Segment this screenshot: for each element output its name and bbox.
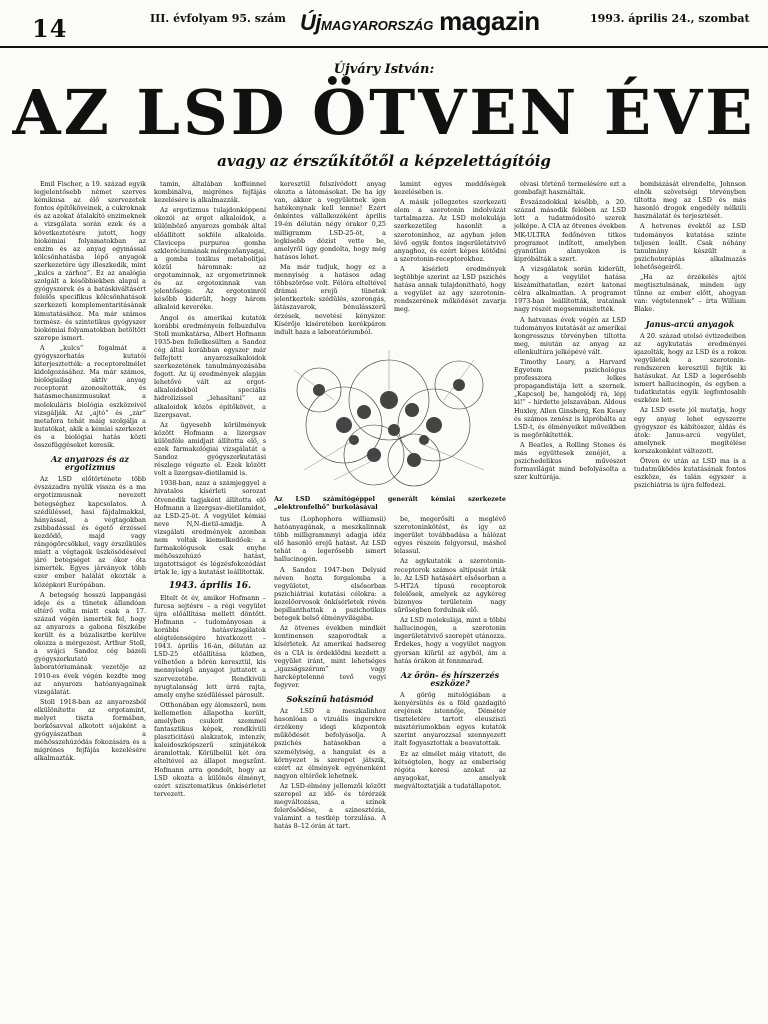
paragraph: tamin, általában koffeinnel kombinálva, migrénes fejfájás kezelésére is alkalmazzák. (154, 180, 266, 205)
paragraph: Az agykutatók a szerotonin-receptorok számos altípusát írták le. Az LSD hatásáért elsősorban a 5-HT2A típusú receptorok felelősek, amelyek az agykéreg bizonyos területein nagy sűrűségben fordulnak elő. (394, 557, 506, 615)
paragraph: A kísérleti eredmények legtöbbje szerint az LSD pszichés hatása annak tulajdonítható, hogy a vegyület az agy szerotonin-rendszerének működését zavarja meg. (394, 264, 506, 314)
section-heading: Sokszínű hatásmód (286, 693, 374, 704)
paragraph: Emil Fischer, a 19. század egyik legjelentősebb német szerves kémikusa az élő szervezetek fontos építőköveinek, a cukroknak és az azokat átalakító enzimeknek a vizsgálata során ezek és a következtetésre jutott, hogy biokémiai folyamatokban az enzim és az anyag egymással kölcsönhatásba lépő anyagok szerkezetére úgy illeszkedik, mint „kulcs a zárhoz”. Ez az analógia szolgált a későbbiekben alapul a gyógyszerek és a hatáskiváltásért felelős specifikus kölcsönhatások szerkezeti komplementaritásának kimutatásához. Ma már számos termész- és szintetikus gyógyszer biokémiai folyamatokban betöltött szerepe ismert. (34, 180, 146, 342)
paragraph: A hatvanas évek végén az LSD tudományos kutatását az amerikai kongresszus törvényben tiltotta meg, miután az anyag az ellenkultúra jelképévé vált. (514, 315, 626, 356)
section-heading: 1943. április 16. (168, 580, 252, 591)
paragraph: Az ergotizmus tulajdonképpeni okozói az ergot alkaloidok, a különböző anyarozs gombák által előállított sokféle alkaloida. Claviceps purpurea gomba szkleróciumának mérgezőanyagai, a gomba toxikus metabolitjai közül háromnak: az ergotaminnak, az ergometrinnek és az ergotoxinnak van jelentősége. Az ergotoxinról később kiderült, hogy három alkaloid keveréke. (154, 206, 266, 312)
paragraph: A Beatles, a Rolling Stones és más együttesek zenéjét, a pszichedelikus művészet formavilágát mind befolyásolta a szer kultúrája. (514, 440, 626, 482)
paragraph: Az LSD a meszkalinhoz hasonlóan a vizuális ingerekre érzékeny idegi központok működését befolyásolja. A pszichés hatásokban a személyiség, a hangulat és a környezet is szerepet játszik, ezért az élmények egyénenként nagyon eltérőek lehetnek. (274, 707, 386, 780)
paragraph: Évszázadokkal később, a 20. század második felében az LSD lett a tudatmódosító szerek jelképe. A CIA az ötvenes években MK-ULTRA fedőnéven titkos programot indított, amelyben gyanútlan alanyokon is kipróbálták a szert. (514, 198, 626, 263)
text-column-4-bottom (394, 515, 506, 1020)
paragraph: bombázását elrendelte, Johnson elnök szövetségi törvényben tiltotta meg az LSD és más hasonló drogok engedély nélküli használatát és terjesztését. (634, 180, 746, 221)
paragraph: be, megerősíti a meglévő szerotoninkötést, és így az ingerület továbbadása a hálózat egyes részein felgyorsul, máshol lelassul. (394, 515, 506, 556)
text-column-3-bottom (274, 515, 386, 1020)
paragraph: Az LSD előtörténete több évszázadra nyúlik vissza és a ma ergotizmusnak nevezett betegséghez kapcsolatos. A szédüléssel, hasi fájdalmakkal, hányással, a végtagokban zsibbadással és égető érzéssel kezdődő, majd vagy rángógörcsökkel, vagy érszűkülés miatt a végtagok üszkösödésével járó betegséget az ókor óta ismerték. Egyes járványok több ezer ember halálát okozták a középkori Európában. (34, 475, 146, 589)
text-column-1 (34, 180, 146, 1020)
paragraph: 1938-ban, azaz a számjeggyel a hivatalos kísérleti sorozat ötvenedik tagjaként állította elő Hofmann a lizergsav-dietilamidot, az LSD-25-öt. A vegyület kémiai neve N,N-dietil-amidja. A vizsgálati eredmények azonban nem voltak kiemelkedőek: a farmakológusok csak enyhe méhösszehúzó hatást, izgatottságot és légzésfokozódást írtak le, így a kutatást leállították. (154, 479, 266, 577)
paragraph: Angol és amerikai kutatók korábbi eredményein felbuzdulva Stoll munkatársa, Albert Hofmann 1935-ben fellelkesülten a Sandoz cég által korábban egyszer már felfejtett anyarozsalkaloidok szerkezetének tanulmányozásába fogott. Az új eredmények alapján lehetővé vált az ergot-alkaloidokból speciális hidrolízissel „lehasítani” az alkaloidok közös építőkövét, a lizergsavat. (154, 313, 266, 419)
text-column-6 (634, 180, 746, 1020)
paragraph: A hetvenes évektől az LSD tudományos kutatása szinte teljesen leállt. Csak néhány tanulmány készült a pszichoterápiás alkalmazás lehetőségeiről. (634, 222, 746, 271)
article-subtitle: avagy az érszűkítőtől a képzelettágítóig (217, 152, 551, 170)
paragraph: A betegség hosszú lappangási ideje és a tünetek állandóan eltérő volta miatt csak a 17. század végén ismerték fel, hogy az anyarozs a gabona fészkébe került és a búzalisztbe kerülve okozza a mérgezést. Arthur Stoll, a svájci Sandoz cég bázeli gyógyszerkutató laboratóriumának vezetője az 1910-es évek végén kezdte meg az anyarozs hatóanyagainak vizsgálatát. (34, 590, 146, 696)
paragraph: Az LSD molekulája, mint a többi hallucinogén, a szerotonin ingerületátvivő szerepét utánozza. Érdekes, hogy a vegyület nagyon gyorsan kiürül az agyból, ám a hatás órákon át fennmarad. (394, 616, 506, 665)
paragraph: Az LSD-élmény jellemzői között szerepel az idő- és térérzék megváltozása, a színek felerősödése, a szinesztézia, valamint a testkép torzulása. A hatás 8–12 órán át tart. (274, 781, 386, 831)
paragraph: „Ha az érzékelés ajtói megtisztulnának, minden úgy tűnne az ember előtt, ahogyan van: végtelennek” – írta William Blake. (634, 273, 746, 314)
masthead (300, 6, 540, 37)
paragraph: Az LSD esete jól mutatja, hogy egy anyag lehet egyszerre gyógyszer és kábítószer, áldás és átok: Janus-arcú vegyület, amelynek megítélése korszakonként változott. (634, 406, 746, 455)
paragraph: Ma már tudjuk, hogy ez a mennyiség a hatásos adag többszöröse volt. Félóra elteltével drámai erejű tünetek jelentkeztek: szédülés, szorongás, látászavarok, bénulásszerű érzések, nevetési kényszer. Kísérője kíséretében kerékpáron indult haza a laboratóriumból. (274, 262, 386, 336)
paragraph: A vizsgálatok során kiderült, hogy a vegyület hatása kiszámíthatatlan, ezért katonai célra alkalmatlan. A programot 1973-ban leállították, iratainak nagy részét megsemmisítették. (514, 264, 626, 314)
section-heading: Az anyarozs és az ergotizmus (51, 454, 129, 473)
paragraph: Otthonában egy álomszerű, nem kellemetlen állapotba került, amelyben csukott szemmel fantasztikus képek, rendkívüli plaszticitású alakzatok, intenzív, kaleidoszkópszerű színjátékok áramlottak. Körülbelül két óra elteltével az állapot megszűnt. Hofmann arra gondolt, hogy az LSD okozta a különös élményt, ezért szisztematikus önkísérletet tervezett. (154, 700, 266, 798)
paragraph: keresztül felszívódott anyag okozta a látomásokat. De ha így van, akkor a vegyületnek igen hatékonynak kell lennie! Ezért önkéntes vállalkozóként április 19-én délután négy órakor 0,25 milligramm LSD-25-öt, a legkisebb dózist vette be, amelyről úgy gondolta, hogy még hatásos lehet. (274, 180, 386, 261)
lsd-molecule-image (274, 330, 506, 495)
paragraph: lamint egyes meddőségek kezelésében is. (394, 180, 506, 197)
paragraph: tus (Lophophora williamsii) hatóanyagának, a meszkalinnak több milligrammnyi adagja idéz elő hasonló erejű hatást. Az LSD tehát a legerősebb ismert hallucinogén. (274, 515, 386, 564)
page-header (0, 0, 768, 48)
paragraph: Ez az elmélet máig vitatott, de kétségtelen, hogy az emberiség régóta keresi azokat az anyagokat, amelyek megváltoztatják a tudatállapotot. (394, 749, 506, 790)
section-heading: Janus-arcú anyagok (645, 318, 735, 329)
paragraph: Ötven év után az LSD ma is a tudatműködés kutatásának fontos eszköze, és talán egyszer a pszichiátria is újra felfedezi. (634, 457, 746, 490)
masthead-main: MAGYARORSZÁG (321, 18, 434, 33)
page-number: 14 (32, 14, 68, 43)
issue-label: III. évfolyam 95. szám (150, 12, 286, 25)
text-column-2 (154, 180, 266, 1020)
paragraph: A görög mitológiában a kenyérsütés és a föld gazdagító erejének istennője, Démétér tiszteletére tartott eleusziszi misztériumokban egyes kutatók szerint anyarozzsal szennyezett italt fogyasztottak a beavatottak. (394, 690, 506, 748)
paragraph: Az ügyesebb körülmények között Hofmann a lizergsav különféle amidjait állította elő, s ezek farmakológiai vizsgálatát a Sandoz gyógyszerkutatási részlege végezte el. Ezek között volt a lizergsav-dietilamid is. (154, 420, 266, 478)
article-author: Újváry István: (333, 62, 435, 77)
paragraph: Stoll 1918-ban az anyarozsból elkülönítette az ergotamint, melyet tiszta formában, borkősavval alkotott sójaként a gyógyászatban a méhösszehúzódás fokozására és a migrénes fejfájás kezelésére alkalmazták. (34, 697, 146, 763)
paragraph: A másik jellegzetes szerkezeti elem a szerotonin indolvázát tartalmazza. Az LSD molekulája szerkezetileg hasonlít a szerotoninhoz, az agyban jelen lévő egyik fontos ingerületátvivő anyaghoz, és ezért képes kötődni a szerotonin-receptorokhoz. (394, 198, 506, 263)
paragraph: Timothy Leary, a Harvard Egyetem pszichológus professzora lelkes propagandistája lett a szernek. „Kapcsolj be, hangolódj rá, lépj ki!” – hirdette jelszavában. Aldous Huxley, Allen Ginsberg, Ken Kesey és számos zenész is kipróbálta az LSD-t, és élményeiket műveikben is megörökítették. (514, 357, 626, 439)
paragraph: olvasi történő termelésére ezt a gombafajt használták. (514, 180, 626, 197)
section-heading: Az őrön- és hírszerzés eszköze? (400, 669, 500, 688)
paragraph: A 20. század utolsó évtizedeiben az agykutatás eredményei igazolták, hogy az LSD és a rokon vegyületek a szerotonin-rendszeren keresztül fejtik ki hatásukat. Az LSD a legerősebb ismert hallucinogén, és egyben a tudatkutatás egyik legfontosabb eszköze lett. (634, 331, 746, 405)
masthead-prefix: Új (300, 10, 321, 35)
paragraph: Eltelt öt év, amikor Hofmann – furcsa sejtésre – a régi vegyület újra előállítása mellett döntött. Hofmann – tudományosan a korábbi hatásvizsgálatok elégtelenségére hivatkozott – 1943. április 16-án, délután az LSD-25 előállítása közben, vélhetően a bőrén keresztül, kis mennyiségű anyagot juttatott a szervezetébe. Rendkívüli nyugtalanság lett úrrá rajta, amely enyhe szédüléssel párosult. (154, 593, 266, 699)
issue-date: 1993. április 24., szombat (590, 12, 750, 25)
masthead-big: magazin (439, 6, 540, 36)
paragraph: Az ötvenes években mindkét kontinensen szaporodtak a kísérletek. Az amerikai hadsereg és a CIA is érdeklődni kezdett a vegyület iránt, mint lehetséges „igazságszérum” vagy harcképtelenné tevő vegyi fegyver. (274, 624, 386, 689)
text-column-5 (514, 180, 626, 1020)
paragraph: A „kulcs” fogalmát a gyógyszerhatás kutatói kiterjesztették: a receptorelmélet kidolgozásához. Ma már számos, biológiailag aktív anyag receptorát azonosították, és hatásmechanizmusukat a molekuláris biológia eszközeivel vizsgálják. Az „ajtó” és „zár” metafora tehát máig szolgálja a kutatókat, akik a kémiai szerkezet és a biológiai hatás közti összefüggéseket keresik. (34, 343, 146, 449)
figure-caption: Az LSD számítógéppel generált kémiai szerkezete „elektronfelhő” burkolásával (274, 495, 506, 511)
paragraph: A Sandoz 1947-ben Delysid néven hozta forgalomba a vegyületet, elsősorban pszichiátriai kutatási célokra: a kezelőorvosok önkísérletek révén bepillanthattak a pszichotikus betegek belső élményvilágába. (274, 565, 386, 623)
article-title: AZ LSD ÖTVEN ÉVE (12, 76, 756, 149)
